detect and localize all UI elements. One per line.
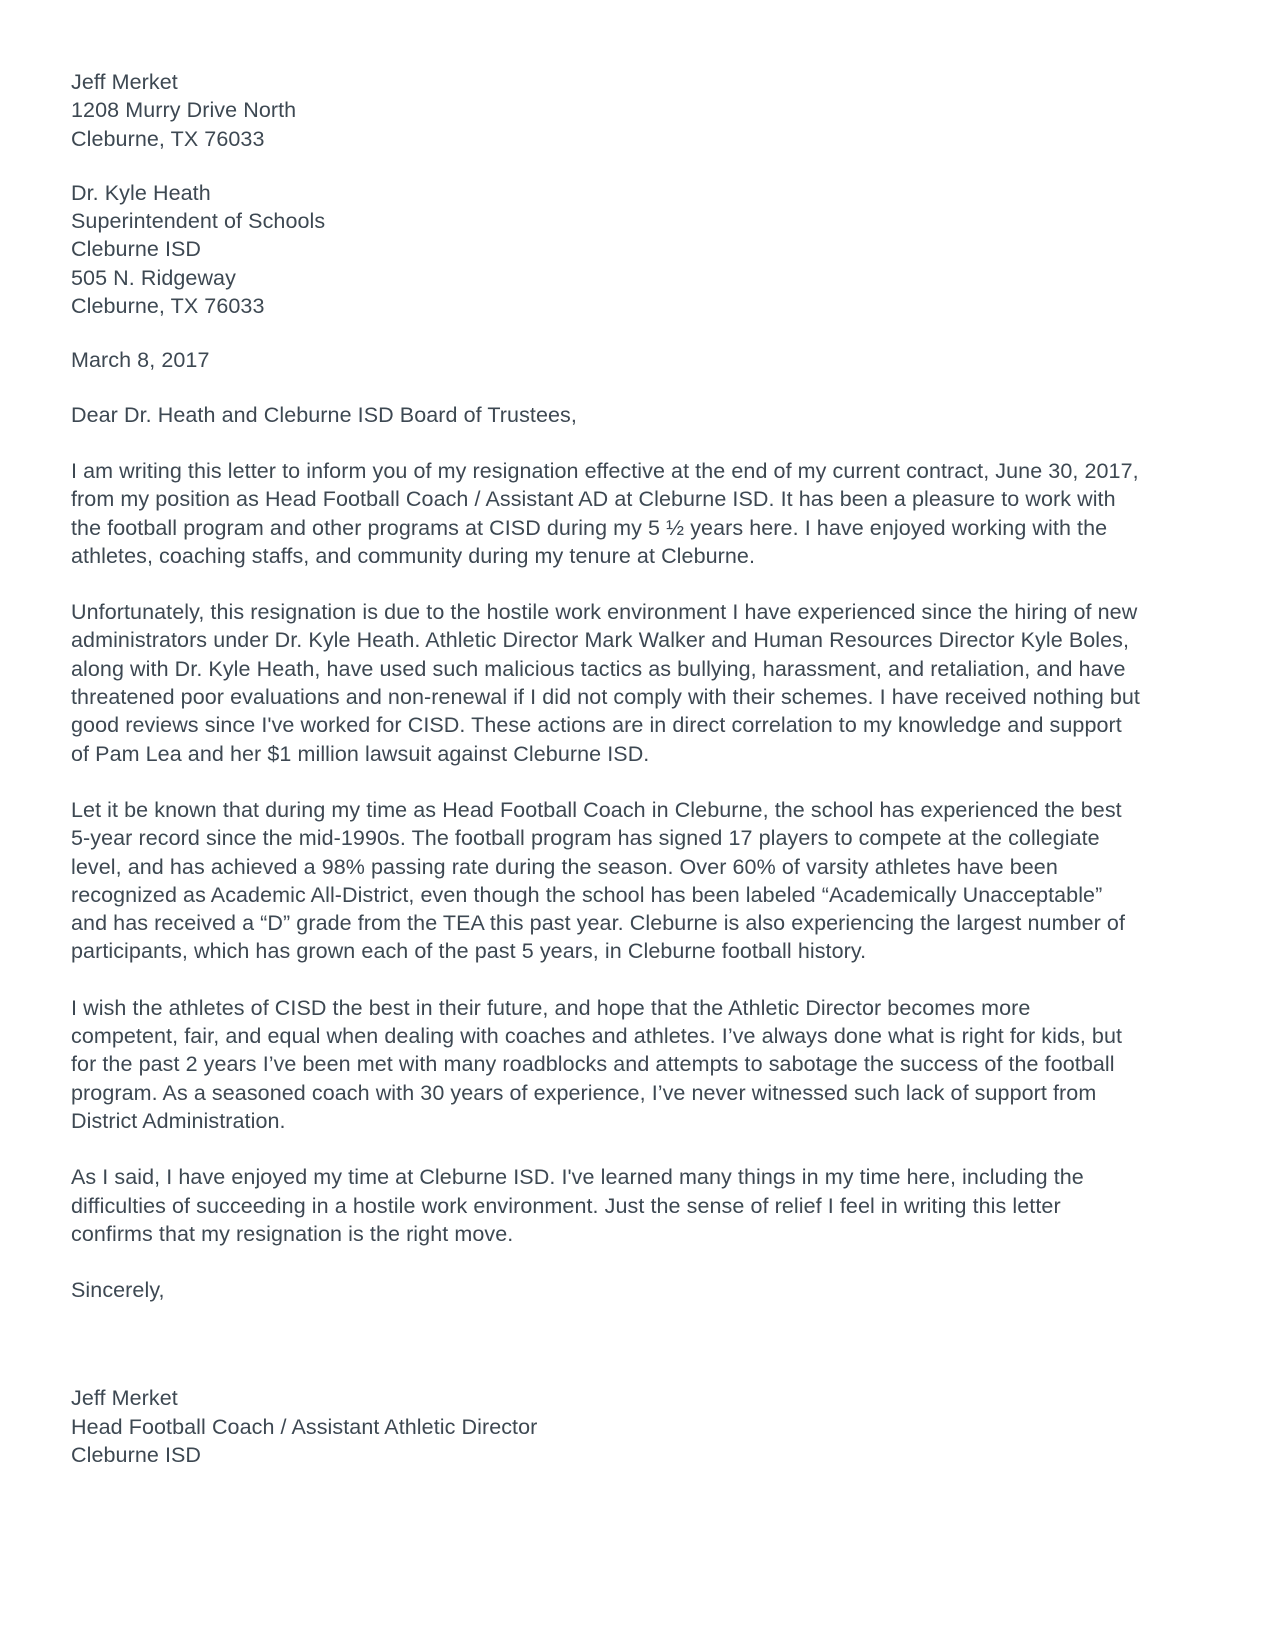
letter-body: [71, 68, 1141, 1469]
signature-block: [71, 1384, 1141, 1469]
spacer-before-paragraph-1: [71, 429, 1141, 457]
recipient-title: Superintendent of Schools: [71, 209, 326, 234]
spacer-before-paragraph-4: [71, 966, 1141, 994]
recipient-organization: Cleburne ISD: [71, 237, 202, 262]
spacer-before-paragraph-5: [71, 1135, 1141, 1163]
recipient-address-block: [71, 179, 1141, 320]
signature-organization: Cleburne ISD: [71, 1442, 202, 1467]
recipient-street: 505 N. Ridgeway: [71, 265, 236, 290]
closing-valediction: [71, 1276, 1141, 1304]
spacer-after-date: [71, 375, 1141, 401]
recipient-city-state-zip: Cleburne, TX 76033: [71, 294, 265, 319]
signature-name: Jeff Merket: [71, 1386, 178, 1411]
sender-address-block: [71, 68, 1141, 153]
letter-date: [71, 346, 1141, 374]
spacer-before-paragraph-3: [71, 768, 1141, 796]
body-paragraph-4: I wish the athletes of CISD the best in their future, and hope that the Athletic Director becomes more competent, fair, and equal when dealing with coaches and athletes. I’ve always done what is right for kids, but for the past 2 years I’ve been met with many roadblocks and attempts to sabotage the success of the football program. As a seasoned coach with 30 years of experience, I’ve never witnessed such lack of support from District Administration.: [71, 995, 1123, 1133]
spacer-before-paragraph-2: [71, 570, 1141, 598]
sender-city-state-zip: Cleburne, TX 76033: [71, 126, 265, 151]
sender-street: 1208 Murry Drive North: [71, 98, 297, 123]
date-line: March 8, 2017: [71, 348, 210, 373]
signature-space: [71, 1304, 1141, 1384]
sender-name: Jeff Merket: [71, 70, 178, 94]
salutation-line: Dear Dr. Heath and Cleburne ISD Board of Trustees,: [71, 402, 577, 427]
spacer-after-recipient: [71, 320, 1141, 346]
spacer-before-closing: [71, 1248, 1141, 1276]
body-paragraph-2: Unfortunately, this resignation is due to the hostile work environment I have experienced since the hiring of new administrators under Dr. Kyle Heath. Athletic Director Mark Walker and Human Resources Director Kyle Boles, along with Dr. Kyle Heath, have used such malicious tactics as bullying, harassment, and retaliation, and have threatened poor evaluations and non-renewal if I did not comply with their schemes. I have received nothing but good reviews since I've worked for CISD. These actions are in direct correlation to my knowledge and support of Pam Lea and her $1 million lawsuit against Cleburne ISD.: [71, 600, 1140, 766]
spacer-after-sender: [71, 153, 1141, 179]
recipient-name: Dr. Kyle Heath: [71, 180, 211, 205]
body-paragraph-3: Let it be known that during my time as Head Football Coach in Cleburne, the school has experienced the best 5-year record since the mid-1990s. The football program has signed 17 players to compete at the collegiate level, and has achieved a 98% passing rate during the season. Over 60% of varsity athletes have been recognized as Academic All-District, even though the school has been labeled “Academically Unacceptable” and has received a “D” grade from the TEA this past year. Cleburne is also experiencing the largest number of participants, which has grown each of the past 5 years, in Cleburne football history.: [71, 797, 1126, 964]
body-paragraph-1: I am writing this letter to inform you of my resignation effective at the end of my current contract, June 30, 2017, from my position as Head Football Coach / Assistant AD at Cleburne ISD. It has been a pleasure to work with the football program and other programs at CISD during my 5 ½ years here. I have enjoyed working with the athletes, coaching staffs, and community during my tenure at Cleburne.: [71, 458, 1139, 568]
signature-title: Head Football Coach / Assistant Athletic Director: [71, 1414, 538, 1439]
body-paragraph-5: As I said, I have enjoyed my time at Cleburne ISD. I've learned many things in my time here, including the difficulties of succeeding in a hostile work environment. Just the sense of relief I feel in writing this letter confirms that my resignation is the right move.: [71, 1165, 1084, 1246]
valediction-line: Sincerely,: [71, 1278, 165, 1303]
salutation: [71, 401, 1141, 429]
